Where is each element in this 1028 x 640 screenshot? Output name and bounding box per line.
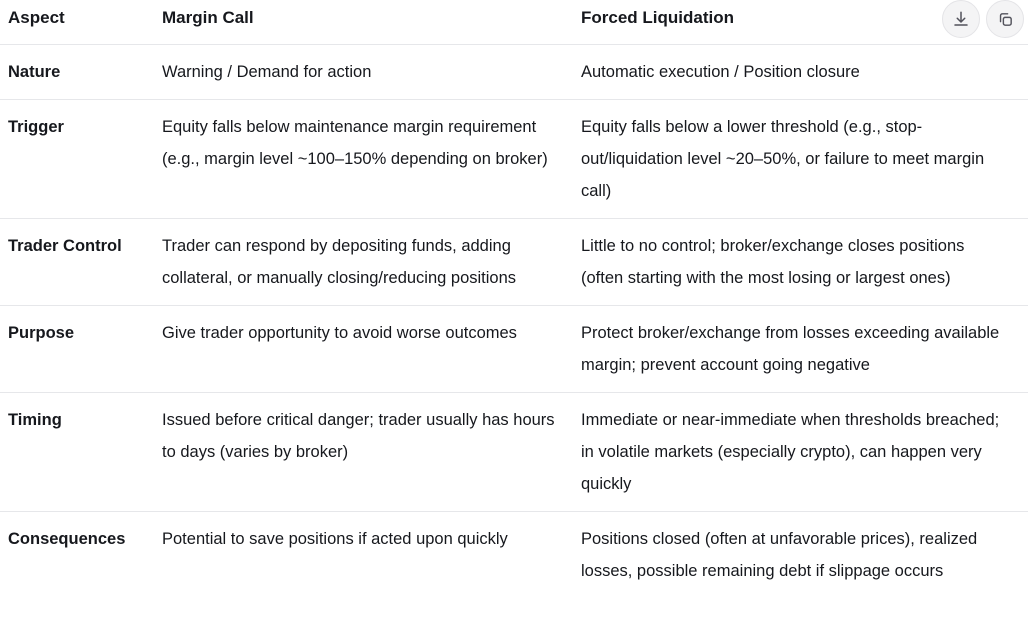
cell-forced-liquidation: Equity falls below a lower threshold (e.g., stop-out/liquidation level ~20–50%, or failure to meet margin call) <box>581 100 1028 219</box>
download-icon <box>952 10 970 28</box>
copy-icon <box>997 11 1014 28</box>
table-row <box>0 100 1028 219</box>
column-header-margin-call: Margin Call <box>162 0 581 45</box>
cell-forced-liquidation: Automatic execution / Position closure <box>581 45 1028 100</box>
cell-margin-call: Trader can respond by depositing funds, adding collateral, or manually closing/reducing positions <box>162 219 581 306</box>
cell-forced-liquidation: Little to no control; broker/exchange closes positions (often starting with the most losing or largest ones) <box>581 219 1028 306</box>
cell-margin-call: Issued before critical danger; trader usually has hours to days (varies by broker) <box>162 393 581 512</box>
cell-forced-liquidation: Immediate or near-immediate when thresholds breached; in volatile markets (especially crypto), can happen very quickly <box>581 393 1028 512</box>
copy-button[interactable] <box>986 0 1024 38</box>
cell-forced-liquidation: Positions closed (often at unfavorable prices), realized losses, possible remaining debt if slippage occurs <box>581 512 1028 599</box>
row-label: Trigger <box>0 100 162 219</box>
table-row <box>0 45 1028 100</box>
cell-forced-liquidation: Protect broker/exchange from losses exceeding available margin; prevent account going negative <box>581 306 1028 393</box>
table-row <box>0 219 1028 306</box>
cell-margin-call: Potential to save positions if acted upon quickly <box>162 512 581 599</box>
table-row <box>0 393 1028 512</box>
table-row <box>0 306 1028 393</box>
floating-action-buttons <box>942 0 1024 38</box>
row-label: Trader Control <box>0 219 162 306</box>
cell-margin-call: Warning / Demand for action <box>162 45 581 100</box>
row-label: Timing <box>0 393 162 512</box>
download-button[interactable] <box>942 0 980 38</box>
row-label: Purpose <box>0 306 162 393</box>
cell-margin-call: Equity falls below maintenance margin requirement (e.g., margin level ~100–150% depending on broker) <box>162 100 581 219</box>
table-header-row <box>0 0 1028 45</box>
table-row <box>0 512 1028 599</box>
table-body <box>0 45 1028 599</box>
row-label: Nature <box>0 45 162 100</box>
row-label: Consequences <box>0 512 162 599</box>
cell-margin-call: Give trader opportunity to avoid worse outcomes <box>162 306 581 393</box>
table-header <box>0 0 1028 45</box>
column-header-aspect: Aspect <box>0 0 162 45</box>
column-header-forced-liquidation: Forced Liquidation <box>581 0 1028 45</box>
